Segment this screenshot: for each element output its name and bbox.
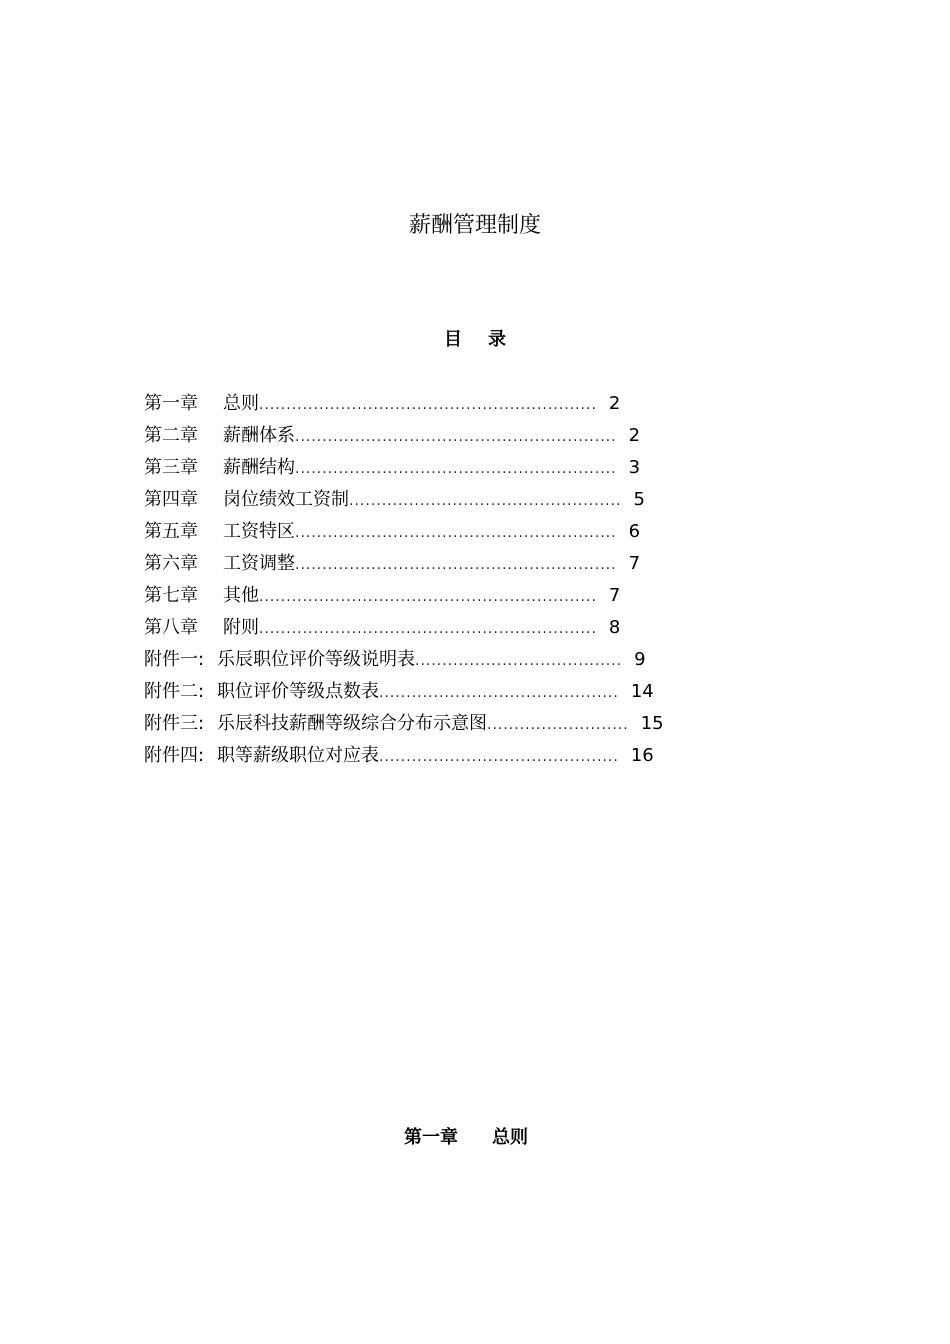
toc-leader-dots: .................................................. bbox=[349, 493, 622, 509]
toc-entry-title: 乐辰科技薪酬等级综合分布示意图 bbox=[217, 713, 487, 734]
toc-leader-dots: .............................................................. bbox=[259, 397, 597, 413]
toc-leader-dots: .......................... bbox=[487, 717, 629, 733]
toc-entry-2[interactable] bbox=[144, 421, 704, 453]
toc-page-number: 7 bbox=[628, 553, 641, 574]
toc-heading-left: 目 bbox=[444, 329, 462, 350]
toc-leader-dots: .............................................................. bbox=[259, 589, 597, 605]
toc-chapter-number: 第五章 bbox=[144, 521, 198, 542]
toc-chapter-number: 第四章 bbox=[144, 489, 198, 510]
toc-attachment-number: 附件二: bbox=[144, 681, 205, 702]
toc-entry-1[interactable] bbox=[144, 389, 704, 421]
toc-entry-5[interactable] bbox=[144, 517, 704, 549]
toc-entry-title: 乐辰职位评价等级说明表 bbox=[217, 649, 415, 670]
toc-page-number: 15 bbox=[640, 713, 664, 734]
toc-entry-4[interactable] bbox=[144, 485, 704, 517]
toc-leader-dots: ............................................ bbox=[379, 685, 619, 701]
toc-page-number: 16 bbox=[630, 745, 654, 766]
toc-entry-title: 工资调整 bbox=[223, 553, 295, 574]
toc-entry-attachment-2[interactable] bbox=[144, 677, 704, 709]
toc-chapter-number: 第六章 bbox=[144, 553, 198, 574]
chapter-number: 第一章 bbox=[404, 1127, 458, 1148]
toc-attachment-number: 附件三: bbox=[144, 713, 205, 734]
toc-entry-title: 岗位绩效工资制 bbox=[223, 489, 349, 510]
toc-entry-title: 职等薪级职位对应表 bbox=[217, 745, 379, 766]
toc-entry-title: 工资特区 bbox=[223, 521, 295, 542]
document-title: 薪酬管理制度 bbox=[408, 212, 541, 238]
toc-page-number: 2 bbox=[608, 393, 621, 414]
toc-leader-dots: ............................................ bbox=[379, 749, 619, 765]
toc-entry-3[interactable] bbox=[144, 453, 704, 485]
toc-entry-title: 总则 bbox=[223, 393, 259, 414]
toc-entry-title: 附则 bbox=[223, 617, 259, 638]
toc-leader-dots: ........................................................... bbox=[295, 557, 617, 573]
toc-page-number: 2 bbox=[628, 425, 641, 446]
toc-chapter-number: 第三章 bbox=[144, 457, 198, 478]
toc-leader-dots: ...................................... bbox=[415, 653, 623, 669]
toc-heading-right: 录 bbox=[488, 329, 506, 350]
toc-entry-8[interactable] bbox=[144, 613, 704, 645]
toc-entry-attachment-3[interactable] bbox=[144, 709, 704, 741]
toc-page-number: 8 bbox=[608, 617, 621, 638]
toc-entry-7[interactable] bbox=[144, 581, 704, 613]
toc-entry-6[interactable] bbox=[144, 549, 704, 581]
toc-entry-attachment-1[interactable] bbox=[144, 645, 704, 677]
toc-leader-dots: ........................................................... bbox=[295, 461, 617, 477]
toc-entry-title: 其他 bbox=[223, 585, 259, 606]
toc-leader-dots: ........................................................... bbox=[295, 525, 617, 541]
toc-page-number: 6 bbox=[628, 521, 641, 542]
toc-leader-dots: .............................................................. bbox=[259, 621, 597, 637]
toc-page-number: 9 bbox=[634, 649, 646, 670]
toc-heading bbox=[0, 326, 950, 354]
toc-page-number: 14 bbox=[630, 681, 654, 702]
toc-entry-title: 薪酬结构 bbox=[223, 457, 295, 478]
toc-page-number: 5 bbox=[633, 489, 645, 510]
toc-entry-title: 薪酬体系 bbox=[223, 425, 295, 446]
toc-attachment-number: 附件一: bbox=[144, 649, 205, 670]
toc-chapter-number: 第八章 bbox=[144, 617, 198, 638]
toc-entry-title: 职位评价等级点数表 bbox=[217, 681, 379, 702]
chapter-one-heading bbox=[404, 1124, 528, 1152]
toc-chapter-number: 第一章 bbox=[144, 393, 198, 414]
toc-attachment-number: 附件四: bbox=[144, 745, 205, 766]
toc-chapter-number: 第七章 bbox=[144, 585, 198, 606]
toc-chapter-number: 第二章 bbox=[144, 425, 198, 446]
toc-entry-attachment-4[interactable] bbox=[144, 741, 704, 773]
toc-page-number: 7 bbox=[608, 585, 621, 606]
table-of-contents bbox=[144, 389, 704, 773]
toc-leader-dots: ........................................................... bbox=[295, 429, 617, 445]
toc-page-number: 3 bbox=[628, 457, 641, 478]
chapter-title: 总则 bbox=[492, 1127, 528, 1148]
